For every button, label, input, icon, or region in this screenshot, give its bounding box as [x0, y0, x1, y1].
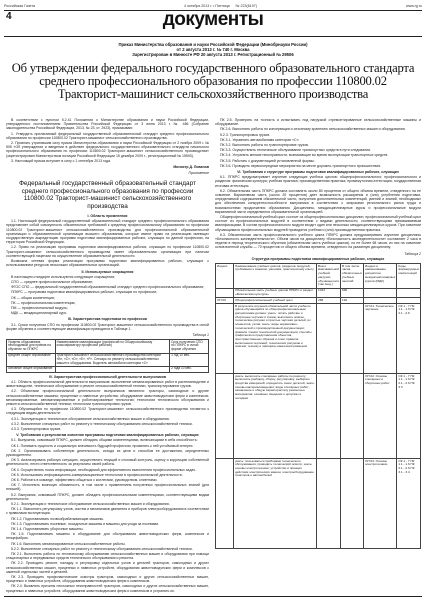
table-cell — [317, 458, 341, 548]
left-column — [6, 118, 209, 593]
table-cell: ОП.00 — [216, 298, 234, 304]
paragraph: ОК 6. Работать в команде, эффективно общаться с коллегами, руководством, клиентами. — [11, 477, 158, 482]
paragraph: ПК 1.5. Подготавливать машины и оборудование для обслуживания животноводческих ферм, комплексов и птицефабрик. — [6, 532, 209, 541]
table-cell — [216, 458, 234, 548]
table-header-cell: Всего максимальной учебной нагрузки обучающегося (час./нед.) — [318, 263, 339, 287]
table-header-cell: Наименование учебных циклов, разделов, модулей, требования к знаниям, умениям, практическому опыту — [234, 264, 317, 288]
paragraph: 4.3. Обучающийся по профессии 110800.02 Тракторист-машинист сельскохозяйственного производства готовится к следующим видам деятельности: — [6, 407, 209, 416]
paragraph: ПК 2.2. Проводить ремонт, наладку и регулировку отдельных узлов и деталей тракторов, самоходных и других сельскохозяйственных машин, прицепных и навесных устройств, оборудования животноводческих ферм и комплексов с заменой отдельных частей и деталей. — [6, 561, 209, 574]
issue-number: № 223(6197) — [235, 4, 257, 8]
appendix-label: Приложение — [188, 171, 209, 176]
paragraph: 3.1. Сроки получения СПО по профессии 110800.02 Тракторист-машинист сельскохозяйственного производства в очной форме обучения и соответствующие квалификации приводятся в Таблице 1. — [6, 322, 209, 331]
table-cell: ОП.02. Основы слесарных и сборочных работ — [364, 373, 397, 458]
table-cell — [55, 366, 169, 372]
table-row — [7, 353, 209, 366]
paragraph: 6.3. Обязательная часть профессионального учебного цикла ППКРС должна предусматривать изучение дисциплины «Безопасность жизнедеятельности». Объем часов на дисциплину «Безопасность жизнедеятельности» составляет 2 часа в неделю в период теоретического обучения (обязательная часть учебных циклов), но не более 68 часов, из них на освоение основ военной службы — 70 процентов от общего объема времени, отведенного на указанную дисциплину. — [215, 232, 421, 250]
signer: Министр Д. Ливанов — [173, 165, 209, 170]
table-cell: ОП.03. Основы электротехники — [364, 458, 397, 548]
paragraph: ППКРС — программа подготовки квалифицированных рабочих, служащих по профессии; — [11, 290, 158, 295]
paragraph: 4.3.3. Транспортировка грузов. — [11, 426, 62, 431]
table-cell: Срок получения СПО по ППКРС в очной форме обучения — [170, 340, 209, 353]
paragraph: В соответствии с пунктом 5.2.41 Положения о Министерстве образования и науки Российской Федерации, утвержденного постановлением Правительства Российской Федерации от 3 июня 2013 г. № 466 (Собрание законодательства Российской Федерации, 2013, № 23, ст. 2923), приказываю: — [6, 118, 209, 131]
section-rule — [4, 36, 422, 37]
table-row — [7, 340, 209, 353]
table-row — [7, 366, 209, 372]
table-cell: ОП.01. Техническое черчение — [364, 303, 397, 373]
paragraph: ПК 1.2. Подготавливать почвообрабатывающие машины. — [11, 516, 105, 521]
paragraph: 5.2.3. Транспортировка грузов. — [220, 132, 271, 137]
structure-table — [215, 263, 421, 549]
paragraph: 6.1. ППКРС предусматривает изучение следующих учебных циклов: общепрофессионального; профессионального и разделов: физическая культура; учебная практика; производственная практика; промежуточная аттестация; государственная итоговая аттестация. — [215, 175, 421, 188]
table-cell: уметь: выполнять слесарные работы по ремонту; выполнять разборку, сборку, регулировку; выбирать средства измерений; определять износ деталей; знать: основы материаловедения; виды слесарных работ; назначение и общую характеристику ремонтных материалов; основные сведения о допусках и посадках — [234, 373, 317, 458]
paragraph: ПК 1.6. Выполнять механизированные сельскохозяйственные работы. — [11, 541, 126, 546]
table-row — [216, 303, 421, 373]
headline: Об утверждении федерального государственного образовательного стандарта среднего профессионального образования по профессии 110800.02 Тракторист-машинист сельскохозяйственного производства — [11, 61, 415, 101]
table-cell — [364, 288, 397, 298]
paragraph: ПК 2.1. Выполнять работы по техническому обслуживанию сельскохозяйственных машин и оборудования при помощи стационарных и передвижных средств технического обслуживания и ремонта. — [6, 552, 209, 561]
paragraph: 5.1. Выпускник, освоивший ППКРС, должен обладать общими компетенциями, включающими в себя способность: — [11, 438, 198, 443]
paragraph: ОК 3. Анализировать рабочую ситуацию, осуществлять текущий и итоговый контроль, оценку и коррекцию собственной деятельности, нести ответственность за результаты своей работы. — [6, 458, 209, 467]
table-cell: 696 — [340, 288, 363, 298]
table-header-cell: Индекс — [216, 264, 234, 288]
table-cell: Общепрофессиональный учебный цикл — [234, 298, 317, 304]
paragraph: 1.1. Настоящий федеральный государственный образовательный стандарт среднего профессионального образования представляет собой совокупность обязательных требований к среднему профессиональному образованию по профессии 110800.02 Тракторист-машинист сельскохозяйственного производства для профессиональной образовательной организации и образовательной организации высшего образования, которые имеют право на реализацию имеющих государственную аккредитацию программ подготовки квалифицированных рабочих, служащих по данной профессии, на территории Российской Федерации. — [6, 219, 209, 245]
table-title: Структура программы подготовки квалифицированных рабочих, служащих — [251, 256, 385, 261]
paragraph: ПМ — профессиональный модуль; — [11, 305, 68, 310]
paragraph: Возможна сетевая форма реализации программы подготовки квалифицированных рабочих, служащих с использованием ресурсов нескольких образовательных организаций. — [6, 259, 209, 268]
paragraph: ФГОС СПО — федеральный государственный образовательный стандарт среднего профессионального образования; — [11, 285, 205, 290]
table-cell: 1 год 10 мес. — [170, 353, 209, 366]
table-cell: 2 года 10 мес. — [170, 366, 209, 372]
paragraph: 4.2. Объектами профессиональной деятельности выпускников являются: тракторы, самоходные и другие сельскохозяйственные машины; прицепные и навесные устройства; оборудование животноводческих ферм и комплексов; механизированные, автоматизированные и роботизированные технологии; технологии технического обслуживания и ремонта сельскохозяйственной техники; технологии транспортировки грузов. — [6, 389, 209, 406]
paragraph: 1. Утвердить прилагаемый федеральный государственный образовательный стандарт среднего профессионального образования по профессии 110800.02 Тракторист-машинист сельскохозяйственного производства. — [6, 131, 209, 140]
table-row — [216, 373, 421, 458]
paragraph: ПК 3.4. Устранять мелкие неисправности, возникающие во время эксплуатации транспортных средств. — [220, 153, 389, 158]
table-cell — [340, 303, 363, 373]
paragraph: ПК 3.1. Управлять автомобилями категории «С». — [220, 137, 300, 142]
section-heading: V. Требования к результатам освоения программы подготовки квалифицированных рабочих, служащих — [16, 433, 199, 438]
paragraph: ПК 3.6. Проводить первоочередные мероприятия на месте дорожно-транспортного происшествия. — [220, 163, 382, 168]
table-caption: Таблица 1 — [192, 332, 209, 337]
table-cell: Наименование квалификации (профессий по Общероссийскому классификатору профессий рабочих) — [55, 340, 169, 353]
order-info — [80, 42, 346, 57]
paragraph: 5.2.2. Выполнение слесарных работ по ремонту и техническому обслуживанию сельскохозяйственной техники. — [11, 546, 193, 551]
bottom-rule — [4, 596, 422, 597]
table-cell — [317, 373, 341, 458]
site-url: www.rg.ru — [406, 4, 422, 8]
qualification-table — [6, 339, 209, 373]
page-number: 4 — [6, 11, 12, 22]
order-line-1: Приказ Министерства образования и науки Российской Федерации (Минобрнауки России) — [118, 42, 308, 47]
table-row — [216, 288, 421, 298]
table-cell — [397, 288, 421, 298]
section-heading: VI. Требования к структуре программы подготовки квалифицированных рабочих, служащих — [237, 170, 399, 175]
paragraph: ПК 2.4. Выявлять причины несложных неисправностей тракторов, самоходных и других сельскохозяйственных машин, прицепных и навесных устройств, оборудования животноводческих ферм и комплексов и устранять их. — [6, 584, 209, 593]
table-cell: среднее общее образование — [7, 353, 56, 366]
paragraph: ПК 1.1. Выполнять регулировку узлов, систем и механизмов двигателя и приборов электрооборудования в соответствии с правилами эксплуатации. — [6, 507, 209, 516]
table-header-cell: Индекс и наименование дисциплин, междисциплинарных курсов (МДК) — [364, 264, 397, 288]
paragraph: 4.3.1. Эксплуатация и техническое обслуживание сельскохозяйственных машин и оборудования. — [11, 416, 170, 421]
section-title: документы — [162, 9, 264, 30]
table-cell — [340, 458, 363, 548]
paragraph: ПК 2.5. Проверять на точность и испытывать под нагрузкой отремонтированные сельскохозяйственные машины и оборудование. — [215, 118, 421, 127]
table-cell: Тракторист-машинист сельскохозяйственного производства категорий «В», «С», «D», «E», «F». Слесарь по ремонту сельскохозяйственных машин и оборудования. Водитель автомобиля категории «С» — [55, 353, 169, 366]
paragraph: 6.2. Обязательная часть ППКРС должна составлять около 80 процентов от общего объема времени, отведенного на ее освоение. Вариативная часть (около 20 процентов) дает возможность расширения и (или) углубления подготовки, определяемой содержанием обязательной части, получения дополнительных компетенций, умений и знаний, необходимых для обеспечения конкурентоспособности выпускника в соответствии с запросами регионального рынка труда и возможностями продолжения образования. Дисциплины, междисциплинарные курсы и профессиональные модули вариативной части определяются образовательной организацией. — [215, 188, 421, 214]
paragraph: ОК — общая компетенция; — [11, 295, 55, 300]
section-heading: III. Характеристика подготовки по профессии — [68, 317, 147, 322]
paragraph: ОК 2. Организовывать собственную деятельность, исходя из цели и способов ее достижения, определенных руководителем. — [6, 448, 209, 457]
paragraph: 5.2. Выпускник, освоивший ППКРС, должен обладать профессиональными компетенциями, соответствующими видам деятельности: — [6, 492, 209, 501]
table-cell: основное общее образование — [7, 366, 56, 372]
table-cell — [317, 303, 341, 373]
table-cell: ОК 1 - 7 ПК 1.1 - 1.6 ПК 2.1 - 2.6 ПК 3.1 - 3.4 — [397, 458, 421, 548]
order-line-2: от 2 августа 2013 г. № 740 г. Москва — [176, 47, 250, 52]
paragraph: 4.3.2. Выполнение слесарных работ по ремонту и техническому обслуживанию сельскохозяйственной техники. — [11, 421, 193, 426]
table-cell — [216, 373, 234, 458]
table-cell: Уровень образования, необходимый для приема на обучение по ППКРС — [7, 340, 56, 353]
order-line-3: Зарегистрирован в Минюсте РФ 20 августа 2013 г. Регистрационный № 29506 — [132, 52, 294, 57]
paragraph: В настоящем стандарте используются следующие сокращения: — [11, 274, 115, 279]
section-heading: I. Область применения — [87, 214, 128, 219]
table-cell: 1044 — [317, 288, 341, 298]
section-heading: II. Используемые сокращения — [81, 269, 134, 274]
table-cell: 288 — [317, 298, 341, 304]
issue-info — [184, 4, 257, 8]
table-cell: уметь: пользоваться приборами технического обслуживания; проводить технический осмотр; знать: основы электротехники; устройство и принцип действия электрических машин; электрооборудование тракторов и автомобилей — [234, 458, 317, 548]
table-cell: ОК 1 - 7 ПК 1.1 - 1.6 ПК 2.1 - 2.6 — [397, 303, 421, 373]
paragraph: СПО — среднее профессиональное образование; — [11, 279, 94, 284]
paragraph: ПК — профессиональная компетенция; — [11, 300, 76, 305]
table-cell — [216, 288, 234, 298]
paragraph: Общепрофессиональный учебный цикл состоит из общепрофессиональных дисциплин, профессиональный учебный цикл состоит из профессиональных модулей в соответствии с видами деятельности, соответствующими присваиваемым квалификациям. В состав профессионального модуля входит один или несколько междисциплинарных курсов. При освоении обучающимися профессиональных модулей проводятся учебная и (или) производственная практика. — [215, 215, 421, 232]
paragraph: ОК 1. Понимать сущность и социальную значимость будущей профессии, проявлять к ней устойчивый интерес. — [11, 443, 194, 448]
paragraph: ПК 3.2. Выполнять работы по транспортировке грузов. — [220, 143, 309, 148]
paragraph: 2. Признать утратившим силу приказ Министерства образования и науки Российской Федерации от 2 ноября 2009 г. № 505 «Об утверждении и введении в действие федерального государственного образовательного стандарта начального профессионального образования по профессии 110800.02 Тракторист-машинист сельскохозяйственного производства» (зарегистрирован Министерством юстиции Российской Федерации 15 декабря 2009 г., регистрационный № 15593). — [6, 141, 209, 158]
paragraph: 1.2. Право на реализацию программы подготовки квалифицированных рабочих, служащих по профессии 110800.02 Тракторист-машинист сельскохозяйственного производства имеет образовательная организация при наличии соответствующей лицензии на осуществление образовательной деятельности. — [6, 245, 209, 258]
paragraph: ПК 1.3. Подготавливать посевные, посадочные машины и машины для ухода за посевами. — [11, 521, 159, 526]
table-cell: Обязательная часть учебных циклов ППКРС и раздел «Физическая культура» — [234, 288, 317, 298]
table-caption: Таблица 2 — [404, 251, 421, 256]
paragraph: 3. Настоящий приказ вступает в силу с 1 сентября 2013 года. — [11, 158, 112, 163]
section-heading: IV. Характеристика профессиональной деятельности выпускников — [48, 374, 167, 379]
paragraph: 5.2.1. Эксплуатация и техническое обслуживание сельскохозяйственных машин и оборудования. — [11, 502, 170, 506]
table-cell: В результате изучения обязательной части учебного цикла обучающийся по общепрофессиональным дисциплинам должен: уметь: читать рабочие и сборочные чертежи и схемы; выполнять эскизы, технические рисунки и простые чертежи деталей, их элементов, узлов; знать: виды нормативно-технической и производственной документации; правила чтения технической документации; способы графического представления объектов, пространственных образов и схем; правила выполнения чертежей, технических рисунков и эскизов; технику и принципы нанесения размеров — [234, 303, 317, 373]
paragraph: ПК 2.6. Выполнять работы по консервации и сезонному хранению сельскохозяйственных машин и оборудования. — [220, 127, 406, 132]
right-column — [215, 118, 421, 593]
newspaper-name: Российская Газета — [4, 4, 36, 8]
paragraph: МДК — междисциплинарный курс. — [11, 311, 68, 316]
paragraph: ПК 3.5. Работать с документацией установленной формы. — [220, 158, 315, 163]
paragraph: 4.1. Область профессиональной деятельности выпускников: выполнение механизированных работ в растениеводстве и животноводстве, техническое обслуживание и ремонт сельскохозяйственной техники, транспортирование грузов. — [6, 379, 209, 389]
standard-title: Федеральный государственный образовательный стандарт среднего профессионального образования по профессии 110800.02 Тракторист-машинист сельскохозяйственного производства — [19, 180, 196, 210]
paragraph: ОК 5. Использовать информационно-коммуникационные технологии в профессиональной деятельности. — [11, 472, 183, 477]
paragraph: ПК 2.3. Проводить профилактические осмотры тракторов, самоходных и других сельскохозяйственных машин, прицепных и навесных устройств, оборудования животноводческих ферм и комплексов. — [6, 575, 209, 584]
table-cell — [340, 373, 363, 458]
paragraph: ПК 3.3. Осуществлять техническое обслуживание транспортных средств в пути следования. — [220, 148, 371, 153]
table-cell: 192 — [340, 298, 363, 304]
issue-date: 4 октября 2013 г. • Пятница — [184, 4, 230, 8]
table-cell — [216, 303, 234, 373]
table-header-cell: В том числе часов обязательных учебных занятий — [340, 264, 363, 288]
table-header-row — [216, 264, 421, 288]
table-cell: ОК 1 - 7 ПК 1.1 - 1.6 ПК 2.1 - 2.6 ПК 3.3 — [397, 373, 421, 458]
table-row — [216, 458, 421, 548]
table-header-cell: Коды формируемых компетенций — [397, 264, 421, 288]
paragraph: ОК 7. Исполнять воинскую обязанность, в том числе с применением полученных профессиональных знаний (для юношей). — [6, 483, 209, 492]
paragraph: ПК 1.4. Подготавливать уборочные машины. — [11, 527, 84, 532]
paragraph: ОК 4. Осуществлять поиск информации, необходимой для эффективного выполнения профессиональных задач. — [11, 467, 197, 472]
